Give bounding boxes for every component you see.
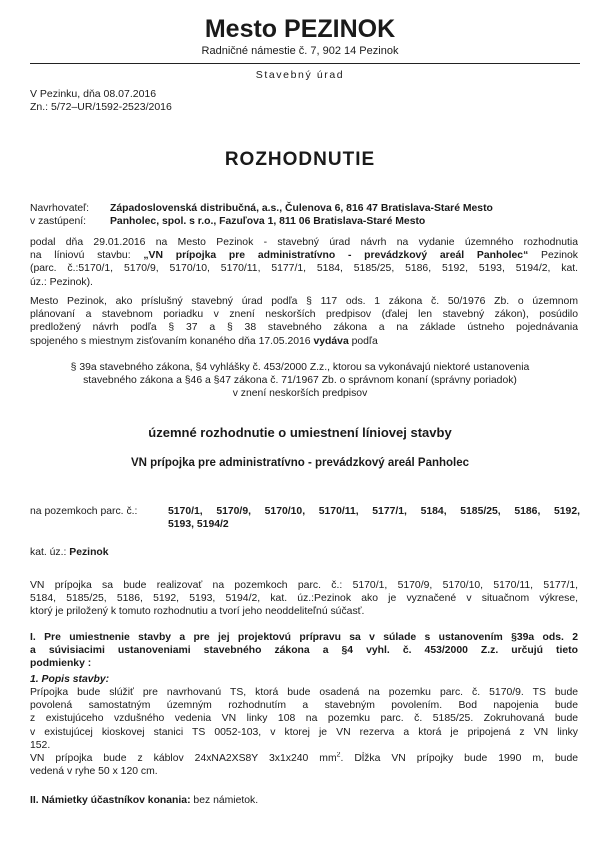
authority-line bbox=[30, 335, 578, 348]
subsection-1-heading: 1. Popis stavby: bbox=[30, 674, 110, 685]
intro-line: podal dňa 29.01.2016 na Mesto Pezinok - stavebný úrad návrh na vydanie územného rozhodnutia bbox=[30, 237, 578, 248]
description-line: vedená v ryhe 50 x 120 cm. bbox=[30, 766, 158, 778]
legal-basis-line: § 39a stavebného zákona, §4 vyhlášky č. 453/2000 Z.z., ktorou sa vykonávajú niektoré ustanovenia bbox=[70, 362, 530, 373]
authority-line: plánovaní a stavebnom poriadku v znení neskorších predpisov (ďalej len stavebný zákon), posúdilo bbox=[30, 309, 578, 321]
header-divider bbox=[30, 63, 580, 64]
parcels-label: na pozemkoch parc. č.: bbox=[30, 506, 138, 517]
city-title: Mesto PEZINOK bbox=[204, 15, 396, 43]
representative-label: v zastúpení: bbox=[30, 216, 87, 227]
decision-heading: územné rozhodnutie o umiestnení líniovej stavby bbox=[148, 425, 452, 440]
description-line: Prípojka bude slúžiť pre navrhovanú TS, ktorá bude osadená na pozemku parc. č. 5170/9. TS bude bbox=[30, 687, 578, 698]
authority-line: predložený návrh podľa § 37 a § 38 stavebného zákona a na základe ústneho pojednávania bbox=[30, 322, 578, 334]
authority-text: podľa bbox=[348, 335, 378, 347]
project-name: VN prípojka pre administratívno - prevádzkový areál Panholec bbox=[130, 457, 470, 469]
intro-text: na líniovú stavbu: bbox=[30, 250, 144, 262]
realization-line: 5184, 5185/25, 5186, 5192, 5193, 5194/2, kat. úz.:Pezinok ako je vyznačené v situačnom výkrese, bbox=[30, 593, 578, 605]
issues-keyword: vydáva bbox=[313, 335, 349, 347]
section-2-label: II. Námietky účastníkov konania: bbox=[30, 795, 191, 806]
section-2-value: bez námietok. bbox=[190, 795, 259, 806]
authority-line: Mesto Pezinok, ako príslušný stavebný úrad podľa § 117 ods. 1 zákona č. 50/1976 Zb. o územnom bbox=[30, 296, 578, 307]
intro-paragraph bbox=[30, 236, 578, 289]
section-1-line: a súvisiacimi ustanoveniami stavebného zákona a §4 vyhl. č. 453/2000 Z.z. určujú tieto bbox=[30, 645, 578, 657]
reference-number: Zn.: 5/72–UR/1592-2523/2016 bbox=[30, 101, 172, 113]
cable-spec: VN prípojka bude z káblov 24xNA2XS8Y 3x1x240 mm bbox=[30, 752, 337, 764]
cadastre-value: Pezinok bbox=[69, 547, 109, 558]
realization-paragraph bbox=[30, 579, 578, 619]
project-quote: „VN prípojka pre administratívno - prevádzkový areál Panholec“ bbox=[143, 250, 529, 262]
document-title: ROZHODNUTIE bbox=[224, 149, 376, 170]
representative-name: Panholec, spol. s r.o., Fazuľova 1, 811 06 Bratislava-Staré Mesto bbox=[110, 216, 426, 227]
description-line: povolená samostatným územným rozhodnutím a stavebným povolením. Bod napojenia bude bbox=[30, 700, 578, 712]
intro-line: úz.: Pezinok). bbox=[30, 276, 93, 288]
intro-line bbox=[30, 249, 578, 262]
description-line: v existujúcej kioskovej stanici TS 0052-103, v ktorej je VN rezerva a ktorá je pripojená z VN linky bbox=[30, 726, 578, 738]
legal-basis-line: v znení neskorších predpisov bbox=[232, 388, 368, 400]
description-line: 152. bbox=[30, 739, 51, 751]
place-date: V Pezinku, dňa 08.07.2016 bbox=[30, 88, 157, 100]
section-2 bbox=[30, 794, 258, 807]
authority-paragraph bbox=[30, 295, 578, 348]
cable-length: . Dĺžka VN prípojky bude 1990 m, bude bbox=[340, 752, 578, 764]
cadastre bbox=[30, 546, 109, 559]
section-1-line: I. Pre umiestnenie stavby a pre jej projektovú prípravu sa v súlade s ustanovením §39a ods. 2 bbox=[30, 632, 578, 643]
parcels-line: 5170/1, 5170/9, 5170/10, 5170/11, 5177/1, 5184, 5185/25, 5186, 5192, bbox=[168, 506, 580, 517]
legal-basis-line: stavebného zákona a §46 a §47 zákona č. 71/1967 Zb. o správnom konaní (správny poriadok) bbox=[83, 375, 517, 387]
description-line: z existujúceho vzdušného vedenia VN linky 108 na pozemku parc. č. 5185/25. Zokruhovaná bude bbox=[30, 713, 578, 725]
parcels-line: 5193, 5194/2 bbox=[168, 519, 229, 531]
applicant-label: Navrhovateľ: bbox=[30, 203, 90, 214]
subsection-1-paragraph bbox=[30, 686, 578, 778]
office-name: Stavebný úrad bbox=[255, 69, 345, 81]
parcels-list bbox=[168, 505, 580, 531]
intro-line: (parc. č.:5170/1, 5170/9, 5170/10, 5170/11, 5177/1, 5184, 5185/25, 5186, 5192, 5193, 5194/2, kat. bbox=[30, 263, 578, 275]
superscript: 2 bbox=[336, 751, 341, 759]
realization-line: VN prípojka sa bude realizovať na pozemkoch parc. č.: 5170/1, 5170/9, 5170/10, 5170/11, 5177/1, bbox=[30, 580, 578, 591]
description-line bbox=[30, 752, 578, 765]
city-address: Radničné námestie č. 7, 902 14 Pezinok bbox=[201, 45, 399, 57]
intro-text: Pezinok bbox=[528, 250, 578, 262]
applicant-name: Západoslovenská distribučná, a.s., Čulenova 6, 816 47 Bratislava-Staré Mesto bbox=[110, 203, 493, 214]
authority-text: spojeného s miestnym zisťovaním konaného dňa 17.05.2016 bbox=[30, 335, 314, 347]
legal-basis bbox=[0, 361, 600, 401]
section-1-heading bbox=[30, 631, 578, 671]
cadastre-label: kat. úz.: bbox=[30, 547, 70, 558]
realization-line: ktorý je priložený k tomuto rozhodnutiu a tvorí jeho neoddeliteľnú súčasť. bbox=[30, 606, 365, 618]
section-1-line: podmienky : bbox=[30, 658, 92, 670]
